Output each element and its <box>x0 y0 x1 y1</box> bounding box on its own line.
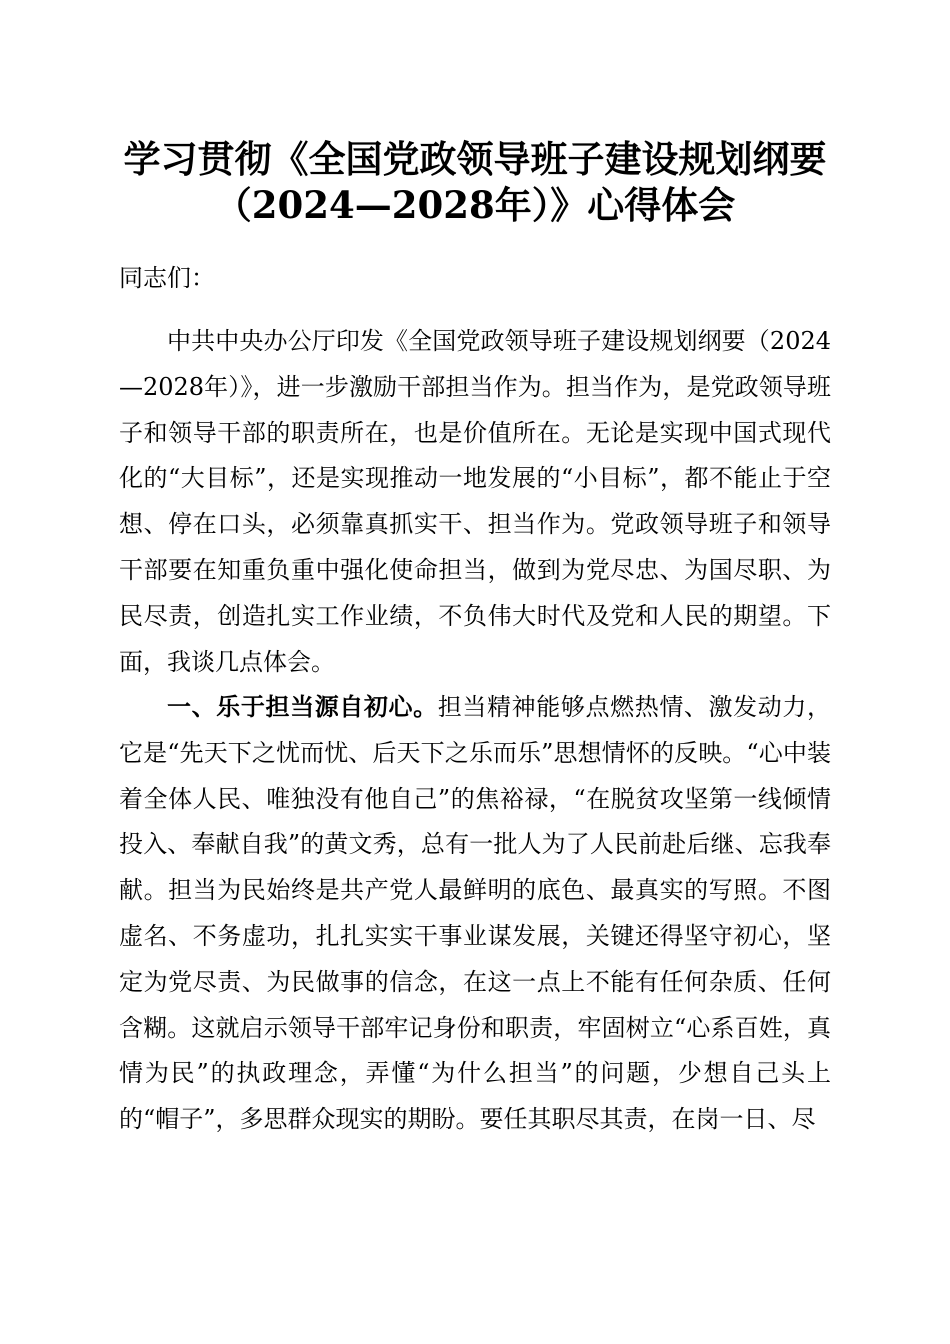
section-1-paragraph <box>119 685 831 1143</box>
paragraph-intro <box>119 319 831 685</box>
document-title-line-2: （2024—2028年）》心得体会 <box>214 183 736 227</box>
salutation: 同志们： <box>119 264 215 292</box>
section-1-heading: 一、乐于担当源自初心。 <box>167 693 438 721</box>
paragraph-text: 中共中央办公厅印发《全国党政领导班子建设规划纲要（2024—2028年）》，进一步激励干部担当作为。担当作为，是党政领导班子和领导干部的职责所在，也是价值所在。无论是实现中国式现代化的“大目标”，还是实现推动一地发展的“小目标”，都不能止于空想、停在口头，必须靠真抓实干、担当作为。党政领导班子和领导干部要在知重负重中强化使命担当，做到为党尽忠、为国尽职、为民尽责，创造扎实工作业绩，不负伟大时代及党和人民的期望。下面，我谈几点体会。 <box>119 327 831 676</box>
section-1-text: 担当精神能够点燃热情、激发动力，它是“先天下之忧而忧、后天下之乐而乐”思想情怀的反映。“心中装着全体人民、唯独没有他自己”的焦裕禄，“在脱贫攻坚第一线倾情投入、奉献自我”的黄文秀，总有一批人为了人民前赴后继、忘我奉献。担当为民始终是共产党人最鲜明的底色、最真实的写照。不图虚名、不务虚功，扎扎实实干事业谋发展，关键还得坚守初心，坚定为党尽责、为民做事的信念，在这一点上不能有任何杂质、任何含糊。这就启示领导干部牢记身份和职责，牢固树立“心系百姓，真情为民”的执政理念，弄懂“为什么担当”的问题，少想自己头上的“帽子”，多思群众现实的期盼。要任其职尽其责，在岗一日、尽 <box>119 693 832 1134</box>
paragraph-section-1 <box>119 685 831 1143</box>
document-title-line-1: 学习贯彻《全国党政领导班子建设规划纲要 <box>123 137 827 181</box>
